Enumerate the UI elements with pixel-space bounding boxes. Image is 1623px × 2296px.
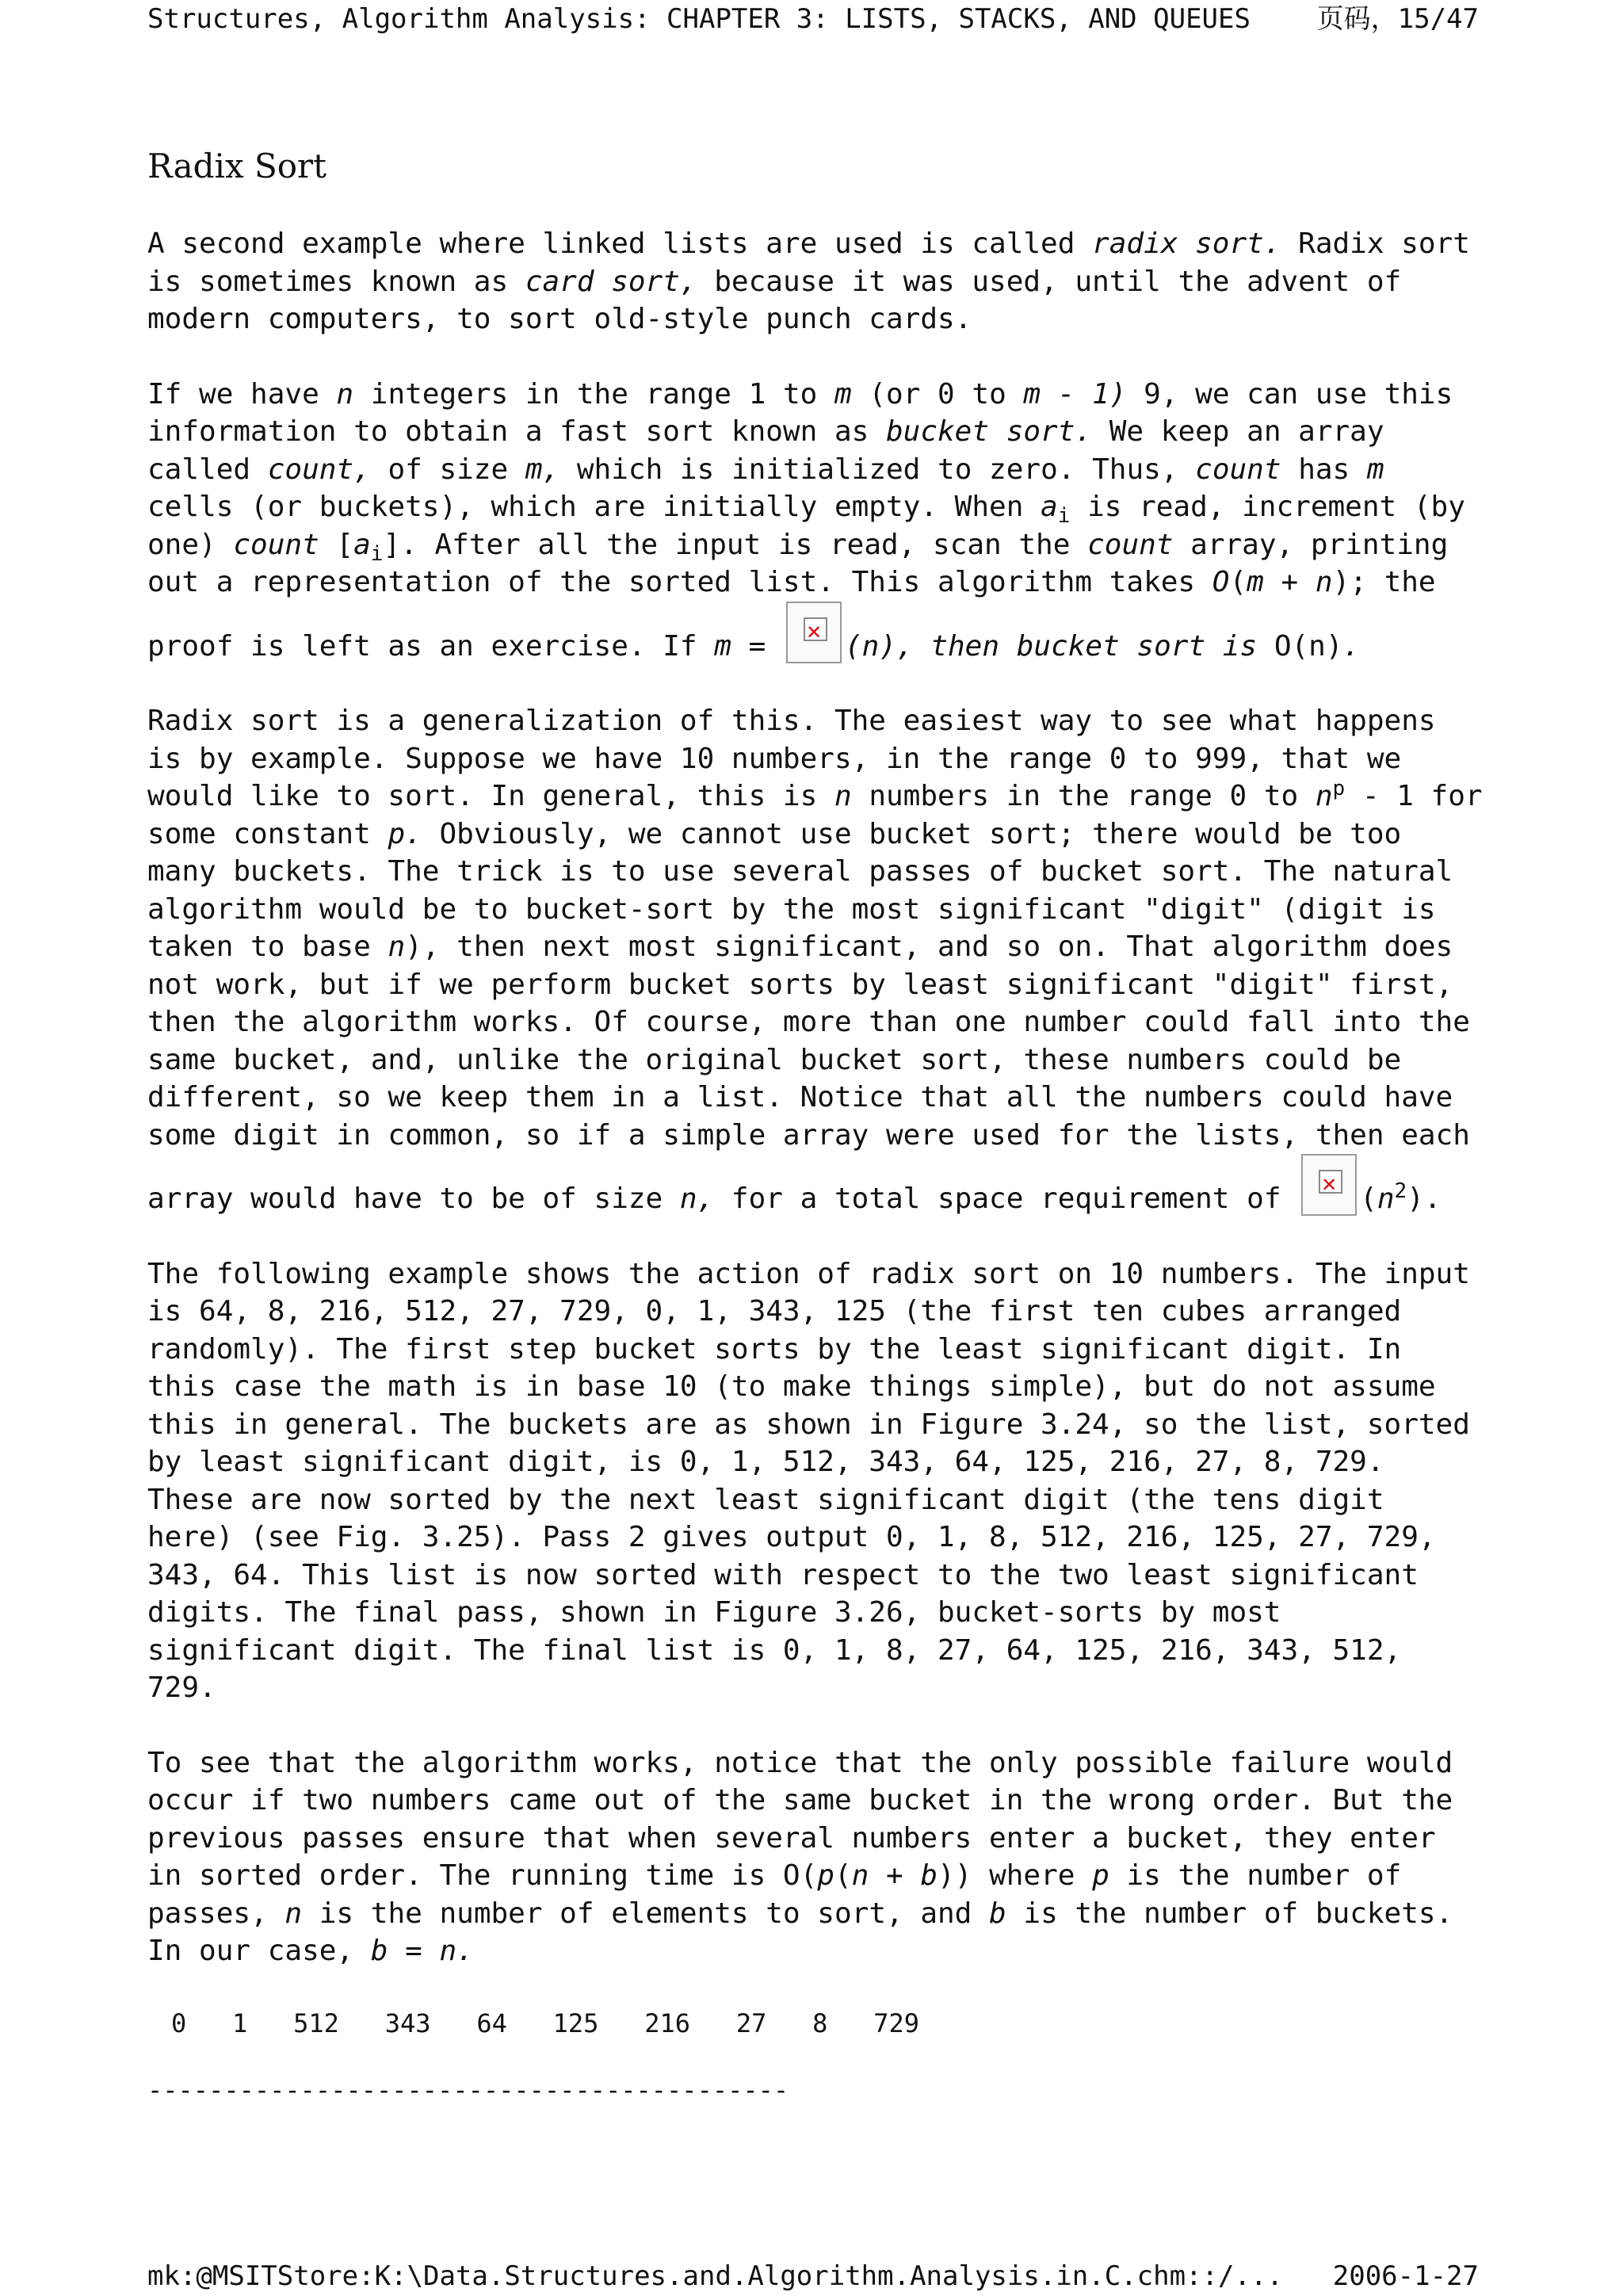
text-run: +	[869, 1859, 921, 1892]
text-run: To see that the algorithm works, notice that the only possible failure would occur if two numbers came out of the same bucket in the wrong order. But the previous passes ensure that when several numbers enter a bucket, they enter in sorted order. The running time is O(	[147, 1746, 1453, 1892]
text-run: 9, we can use this information to obtain a fast sort known as	[147, 377, 1453, 448]
text-run: ]. After all the input is read, scan the	[383, 528, 1088, 561]
text-run: m - 1)	[1023, 377, 1127, 411]
text-run: (or 0 to	[851, 377, 1024, 411]
text-run: count	[1195, 453, 1281, 486]
text-run: "	[1315, 968, 1333, 1001]
text-run: ), then next most significant, and so on. That algorithm does not work, but if we perform bucket sorts by least significant	[147, 930, 1453, 1001]
text-run: 2	[1394, 1179, 1407, 1203]
text-run: cells (or buckets), which are initially empty. When	[147, 491, 1041, 523]
text-run: radix sort.	[1092, 227, 1281, 260]
text-run: p	[1332, 777, 1346, 800]
text-run: p	[1092, 1859, 1109, 1892]
page-footer	[147, 2260, 1479, 2292]
text-run: m	[834, 377, 852, 411]
text-run: i	[1057, 504, 1071, 529]
paragraph-container	[147, 225, 1487, 1970]
text-run: p.	[388, 817, 422, 850]
text-run: Obviously, we cannot use bucket sort; there would be too many buckets. The trick is to use several passes of bucket sort. The natural algorithm would be to bucket-sort by the most significant	[147, 817, 1453, 926]
text-run: "	[1144, 892, 1161, 926]
header-page-number: 页码，15/47	[1316, 3, 1479, 35]
paragraph	[147, 1255, 1487, 1707]
text-run: n	[388, 930, 406, 963]
text-run: If we have	[147, 377, 337, 411]
text-run: (	[1360, 1182, 1377, 1215]
text-run: ); the proof is left as an exercise. If	[147, 566, 1436, 663]
text-run: card sort,	[525, 265, 697, 298]
text-run: a	[1041, 491, 1058, 523]
text-run: =	[388, 1935, 440, 1967]
text-run: n	[285, 1897, 303, 1930]
text-run: has	[1281, 453, 1367, 486]
text-run: n	[834, 780, 852, 812]
text-run: .	[1342, 629, 1361, 663]
text-run: O	[1212, 566, 1230, 598]
text-run: - 1 for some constant	[147, 780, 1483, 850]
text-run: integers in the range 1 to	[353, 377, 834, 411]
text-run: first, then the algorithm works. Of course, more than one number could fall into the same bucket, and, unlike the original bucket sort, these numbers could be different, so we keep them in a list. Notice that all the numbers could have some digit in common, so if a simple array were used for the lists, then each array would have to be of size	[147, 968, 1470, 1215]
text-run: n	[1377, 1182, 1395, 1215]
text-run: b	[989, 1897, 1006, 1930]
text-run: Radix sort is sometimes known as	[147, 227, 1470, 298]
text-run: count	[1087, 528, 1174, 561]
text-run: (	[1229, 566, 1247, 598]
text-run: A second example where linked lists are used is called	[147, 227, 1093, 260]
text-run: )) where	[938, 1859, 1093, 1892]
text-run: n,	[679, 1182, 715, 1215]
text-run: +	[1263, 566, 1316, 598]
document-body	[147, 143, 1487, 2106]
text-run: array, printing out a representation of the sorted list. This algorithm takes	[147, 528, 1449, 598]
text-run: (n), then bucket sort is	[844, 629, 1274, 663]
text-run: m	[1247, 566, 1264, 598]
broken-image-icon	[786, 602, 842, 663]
footer-source-url: mk:@MSITStore:K:\Data.Structures.and.Algorithm.Analysis.in.C.chm::/...	[147, 2260, 1283, 2292]
text-run: is read, increment (by one)	[147, 491, 1465, 561]
text-run: "	[1212, 968, 1230, 1001]
text-run: Radix sort is a generalization of this. The easiest way to see what happens is by example. Suppose we have 10 numbers, in the range 0 to 999, that we would like to sort. In general, this is	[147, 705, 1436, 812]
text-run: We keep an array called	[147, 415, 1384, 486]
text-run: (digit is taken to base	[147, 892, 1436, 963]
text-run: count	[233, 528, 319, 561]
text-run: count,	[267, 453, 371, 486]
text-run: The following example shows the action of radix sort on 10 numbers. The input is 64, 8, 216, 512, 27, 729, 0, 1, 343, 125 (the first ten cubes arranged randomly). The first step bucket sorts by the least significant digit. In this case the math is in base 10 (to make things simple), but do not assume this in general. The buckets are as shown in Figure 3.24, so the list, sorted by least significant digit, is 0, 1, 512, 343, 64, 125, 216, 27, 8, 729. These are now sorted by the next least significant digit (the tens digit here) (see Fig. 3.25). Pass 2 gives output 0, 1, 8, 512, 216, 125, 27, 729, 343, 64. This list is now sorted with respect to the two least significant digits. The final pass, shown in Figure 3.26, bucket-sorts by most significant digit. The final list is 0, 1, 8, 27, 64, 125, 216, 343, 512, 729.	[147, 1257, 1470, 1704]
text-run: of size	[370, 453, 525, 486]
text-run: ).	[1407, 1182, 1442, 1215]
text-run: b	[370, 1935, 388, 1967]
text-run: b	[920, 1859, 938, 1892]
text-run: is the number of passes,	[147, 1859, 1402, 1930]
section-title: Radix Sort	[147, 147, 327, 185]
text-run: m,	[525, 453, 560, 486]
text-run: n.	[439, 1935, 474, 1967]
text-run: i	[370, 541, 384, 566]
text-run: m	[714, 629, 731, 663]
paragraph	[147, 376, 1487, 666]
text-run: which is initialized to zero. Thus,	[559, 453, 1196, 486]
text-run: [	[319, 528, 354, 561]
text-run: p	[817, 1859, 834, 1892]
paragraph	[147, 225, 1487, 338]
text-run: is the number of elements to sort, and	[302, 1897, 990, 1930]
text-run: digit	[1229, 968, 1316, 1001]
separator-line: ------------------------------------------	[147, 2074, 789, 2105]
text-run: "	[1247, 892, 1264, 926]
header-title: Structures, Algorithm Analysis: CHAPTER 3: LISTS, STACKS, AND QUEUES	[147, 3, 1251, 35]
text-run: because it was used, until the advent of modern computers, to sort old-style punch cards.	[147, 265, 1402, 335]
text-run: is the number of buckets. In our case,	[147, 1897, 1453, 1967]
text-run: (	[834, 1859, 852, 1892]
text-run: for a total space requirement of	[714, 1182, 1299, 1215]
text-run: O(n)	[1274, 629, 1343, 663]
footer-date: 2006-1-27	[1332, 2260, 1479, 2292]
text-run: n	[1315, 780, 1333, 812]
text-run: a	[353, 528, 371, 561]
text-run: n	[851, 1859, 869, 1892]
text-run: n	[1315, 566, 1333, 598]
text-run: n	[336, 377, 354, 411]
paragraph	[147, 1744, 1487, 1970]
broken-image-icon	[1301, 1154, 1357, 1216]
text-run: numbers in the range 0 to	[851, 780, 1316, 812]
text-run: bucket sort.	[885, 415, 1093, 448]
text-run: m	[1366, 453, 1384, 486]
paragraph	[147, 702, 1487, 1218]
sorted-number-row: 0 1 512 343 64 125 216 27 8 729	[171, 2008, 920, 2038]
text-run: =	[731, 629, 783, 663]
text-run: digit	[1160, 892, 1247, 926]
page-header	[147, 3, 1479, 35]
